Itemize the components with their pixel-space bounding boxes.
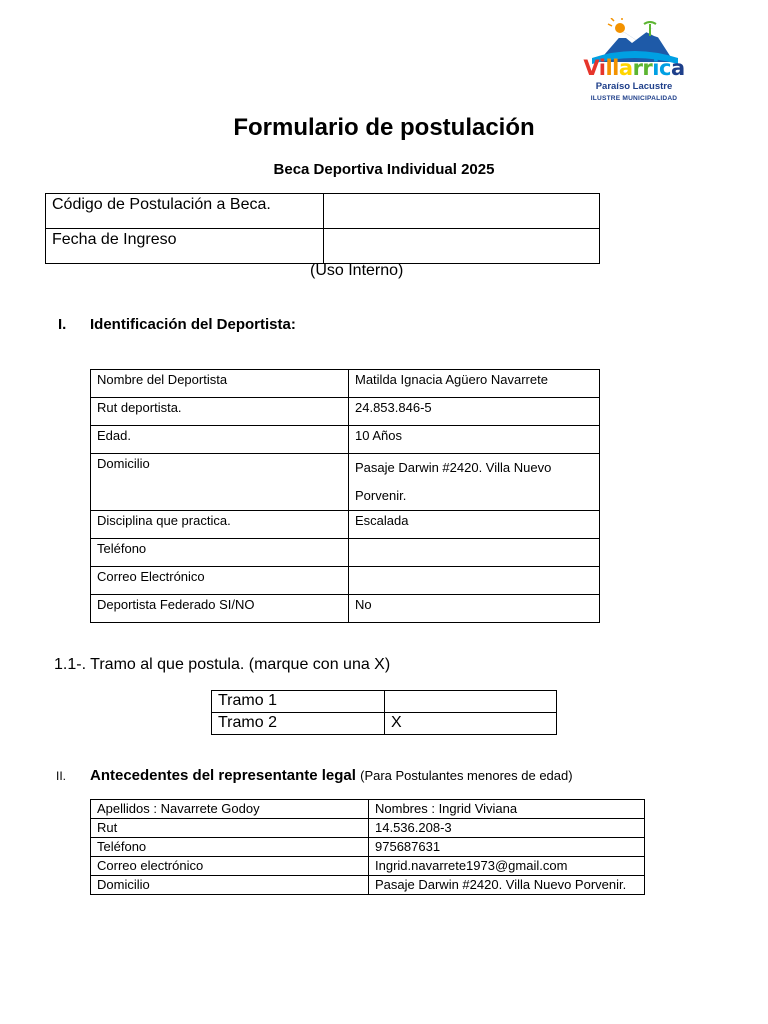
logo-wordmark: Villarrica [583,56,685,80]
logo-org: ILUSTRE MUNICIPALIDAD [590,95,678,102]
application-code-field[interactable] [324,194,600,229]
athlete-email-label: Correo Electrónico [91,567,349,595]
rep-phone-value[interactable]: 975687631 [369,838,645,857]
athlete-federated-value[interactable]: No [349,595,600,623]
application-code-label: Código de Postulación a Beca. [46,194,324,229]
table-row [91,370,600,398]
table-row [91,595,600,623]
entry-date-label: Fecha de Ingreso [46,229,324,264]
table-row [91,454,600,511]
tramo-1-mark[interactable] [385,691,557,713]
section-2-heading [56,767,573,784]
rep-rut-label: Rut [91,819,369,838]
section-2-title: Antecedentes del representante legal [90,767,356,784]
athlete-discipline-value[interactable]: Escalada [349,511,600,539]
athlete-discipline-label: Disciplina que practica. [91,511,349,539]
tramo-2-mark[interactable]: X [385,713,557,735]
tramo-table [211,690,557,735]
table-row [212,713,557,735]
table-row [46,229,600,264]
athlete-age-label: Edad. [91,426,349,454]
rep-phone-label: Teléfono [91,838,369,857]
athlete-email-value[interactable] [349,567,600,595]
athlete-phone-label: Teléfono [91,539,349,567]
athlete-name-label: Nombre del Deportista [91,370,349,398]
page-title: Formulario de postulación [233,114,535,141]
table-row [91,567,600,595]
table-row [212,691,557,713]
athlete-rut-value[interactable]: 24.853.846-5 [349,398,600,426]
table-row [91,539,600,567]
section-1-number: I. [58,316,67,333]
table-row [91,876,645,895]
rep-names[interactable]: Nombres : Ingrid Viviana [369,800,645,819]
athlete-name-value[interactable]: Matilda Ignacia Agüero Navarrete [349,370,600,398]
table-row [91,838,645,857]
athlete-phone-value[interactable] [349,539,600,567]
rep-address-value[interactable]: Pasaje Darwin #2420. Villa Nuevo Porvenir. [369,876,645,895]
internal-use-table [45,193,600,264]
athlete-federated-label: Deportista Federado SI/NO [91,595,349,623]
rep-rut-value[interactable]: 14.536.208-3 [369,819,645,838]
table-row [91,511,600,539]
logo-tagline: Paraíso Lacustre [595,81,673,92]
table-row [91,426,600,454]
rep-surnames[interactable]: Apellidos : Navarrete Godoy [91,800,369,819]
internal-use-note: (Uso Interno) [310,262,404,279]
table-row [91,800,645,819]
page-subtitle: Beca Deportiva Individual 2025 [273,161,495,178]
table-row [91,857,645,876]
section-1-heading [58,316,296,333]
tramo-heading: 1.1-. Tramo al que postula. (marque con una X) [54,656,391,673]
legal-representative-table [90,799,645,895]
section-2-note: (Para Postulantes menores de edad) [360,768,573,783]
athlete-rut-label: Rut deportista. [91,398,349,426]
table-row [91,398,600,426]
rep-email-label: Correo electrónico [91,857,369,876]
tramo-2-label: Tramo 2 [212,713,385,735]
entry-date-field[interactable] [324,229,600,264]
rep-email-value[interactable]: Ingrid.navarrete1973@gmail.com [369,857,645,876]
table-row [46,194,600,229]
section-1-title: Identificación del Deportista: [90,316,296,333]
section-2-number: II. [56,769,67,783]
rep-address-label: Domicilio [91,876,369,895]
tramo-1-label: Tramo 1 [212,691,385,713]
athlete-address-label: Domicilio [91,454,349,511]
athlete-identification-table [90,369,600,623]
athlete-age-value[interactable]: 10 Años [349,426,600,454]
athlete-address-value[interactable]: Pasaje Darwin #2420. Villa Nuevo Porvenir. [349,454,600,511]
municipality-logo [578,18,690,106]
table-row [91,819,645,838]
